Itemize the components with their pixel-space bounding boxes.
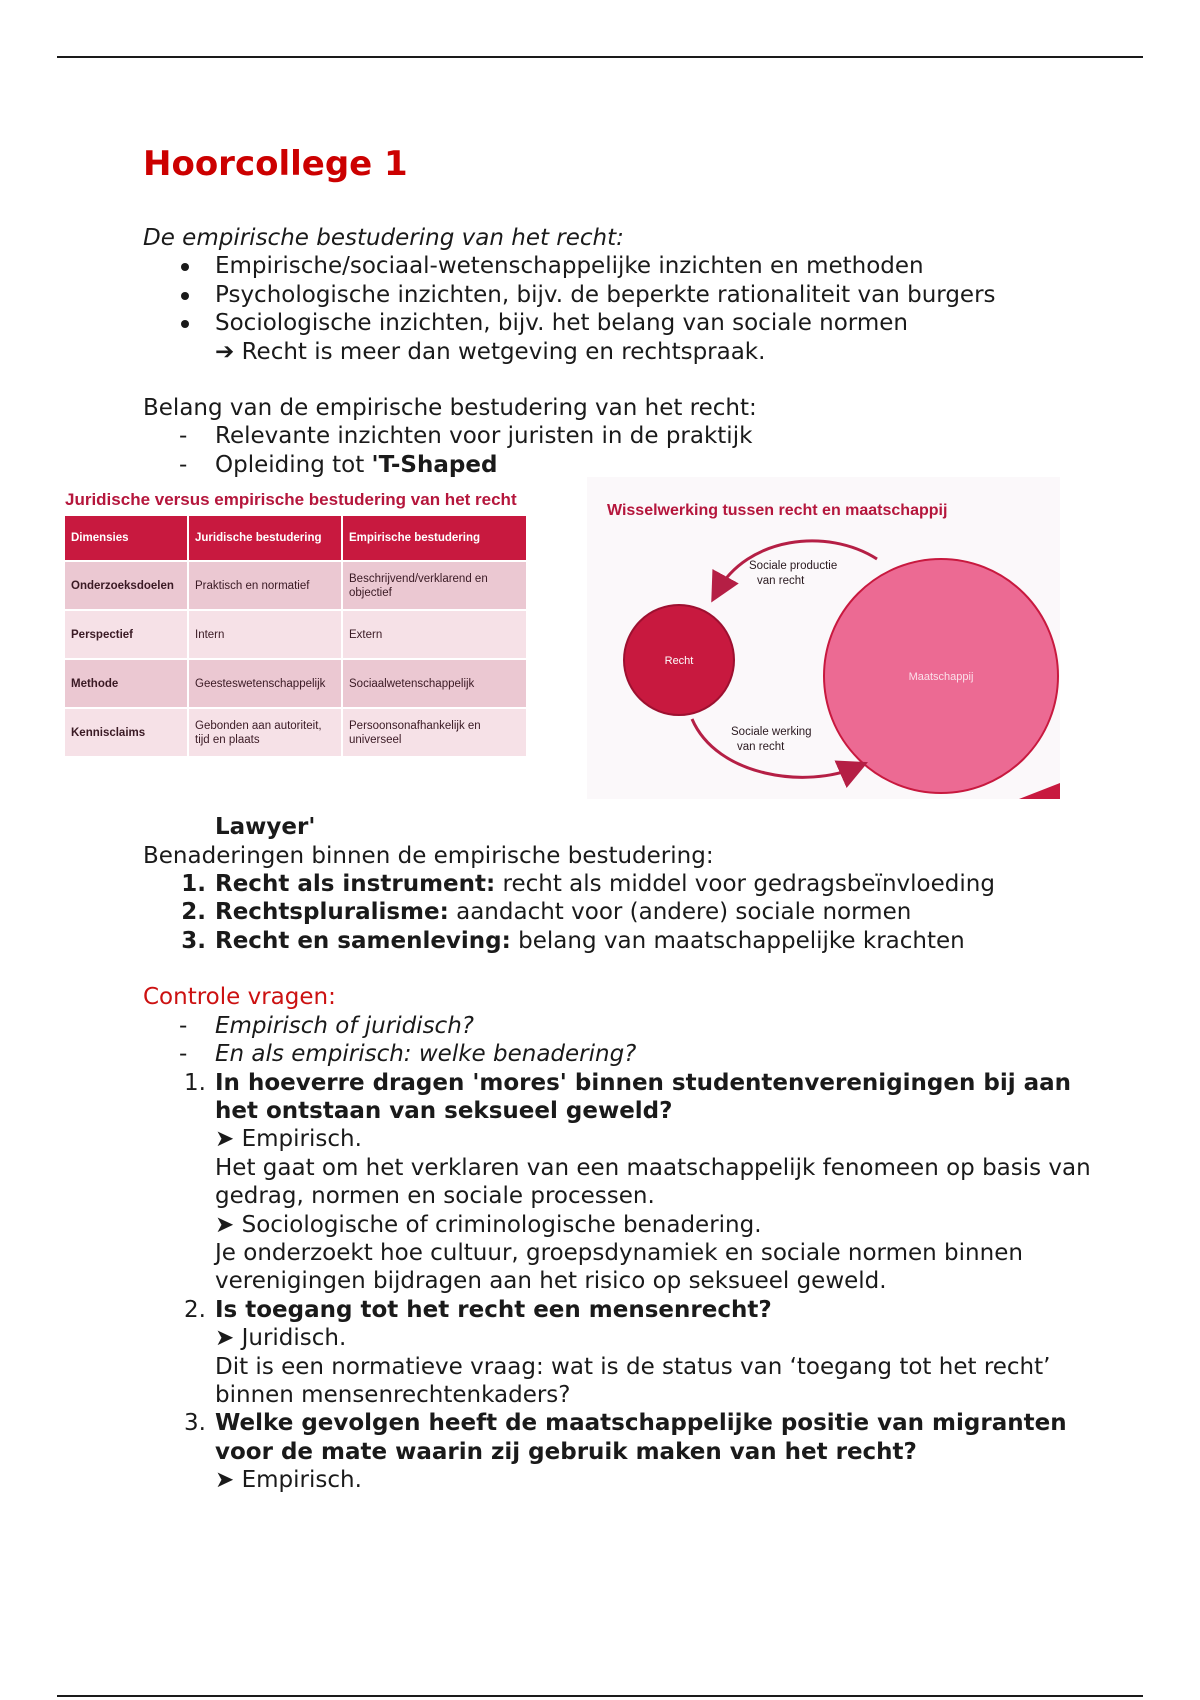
bullet-icon — [143, 281, 215, 309]
list-item: - Relevante inzichten voor juristen in de praktijk — [179, 423, 753, 450]
maatschappij-label: Maatschappij — [908, 671, 974, 684]
table-row — [65, 610, 527, 659]
comparison-table — [65, 516, 528, 756]
question-item: 1. In hoeverre dragen 'mores' binnen studentenverenigingen bij aan het ontstaan van seksueel geweld? ➤ Empirisch. Het gaat om het verklaren van een maatschappelijk fenomeen op basis van gedrag, normen en sociale processen. ➤ Sociologische of criminologische benadering. Je onderzoekt hoe cultuur, groepsdynamiek en sociale normen binnen verenigingen bijdragen aan het risico op seksueel geweld. — [143, 1069, 1103, 1296]
list-item: 2. Rechtspluralisme: aandacht voor (andere) sociale normen — [181, 899, 912, 926]
table-cell: Perspectief — [65, 610, 188, 659]
top-rule — [57, 56, 1143, 58]
page-title: Hoorcollege 1 — [143, 144, 408, 184]
question-text: In hoeverre dragen 'mores' binnen studentenverenigingen bij aan het ontstaan van seksueel geweld? — [215, 1069, 1072, 1124]
recht-label: Recht — [664, 655, 694, 668]
table-row — [65, 708, 527, 756]
list-item: - Empirisch of juridisch? — [179, 1012, 474, 1039]
table-row — [65, 659, 527, 708]
production-label: Sociale productie — [749, 560, 838, 573]
table-cell: Geesteswetenschappelijk — [188, 659, 342, 708]
benaderingen-heading: Benaderingen binnen de empirische bestudering: — [143, 842, 714, 869]
pointer-icon: ➤ — [215, 1126, 235, 1153]
list-item: 3. Recht en samenleving: belang van maatschappelijke krachten — [181, 927, 965, 954]
comparison-table-figure — [65, 489, 530, 789]
table-figure-title: Juridische versus empirische bestudering van het recht — [65, 490, 517, 510]
table-cell: Intern — [188, 610, 342, 659]
table-header: Juridische bestudering — [188, 516, 342, 561]
table-cell: Sociaalwetenschappelijk — [342, 659, 527, 708]
bottom-rule — [57, 1695, 1143, 1697]
table-row — [65, 561, 527, 610]
question-text: Is toegang tot het recht een mensenrecht? — [215, 1296, 772, 1323]
question-item: 3. Welke gevolgen heeft de maatschappelijke positie van migranten voor de mate waarin zij gebruik maken van het recht? ➤ Empirisch. — [143, 1409, 1103, 1494]
list-item: - Opleiding tot 'T-Shaped — [179, 451, 498, 478]
corner-accent — [1019, 783, 1060, 799]
document-body — [65, 138, 1103, 1495]
opleiding-continuation: Lawyer' — [215, 814, 316, 841]
effect-label: Sociale werking — [731, 726, 812, 739]
diagram-title: Wisselwerking tussen recht en maatschappij — [607, 502, 948, 520]
pointer-icon: ➤ — [215, 1211, 235, 1238]
interaction-diagram-figure — [587, 477, 1060, 799]
arrow-right-icon: ➔ — [215, 338, 235, 365]
table-cell: Extern — [342, 610, 527, 659]
bullet-icon — [143, 252, 215, 280]
table-cell: Praktisch en normatief — [188, 561, 342, 610]
table-cell: Onderzoeksdoelen — [65, 561, 188, 610]
table-header: Empirische bestudering — [342, 516, 527, 561]
table-cell: Beschrijvend/verklarend en objectief — [342, 561, 527, 610]
table-cell: Methode — [65, 659, 188, 708]
list-item: Empirische/sociaal-wetenschappelijke inzichten en methoden — [143, 252, 1103, 280]
table-header: Dimensies — [65, 516, 188, 561]
table-cell: Kennisclaims — [65, 708, 188, 756]
effect-label-2: van recht — [737, 741, 785, 754]
table-cell: Persoonsonafhankelijk en universeel — [342, 708, 527, 756]
list-item: - En als empirisch: welke benadering? — [179, 1041, 637, 1068]
pointer-icon: ➤ — [215, 1325, 235, 1352]
question-item: 2. Is toegang tot het recht een mensenrecht? ➤ Juridisch. Dit is een normatieve vraag: wat is de status van ‘toegang tot het recht’ binnen mensenrechtenkaders? — [143, 1296, 1103, 1410]
belang-heading: Belang van de empirische bestudering van het recht: — [143, 395, 757, 422]
controle-heading: Controle vragen: — [143, 984, 336, 1011]
bullet-icon — [143, 309, 215, 337]
table-header-row — [65, 516, 527, 561]
list-item: Sociologische inzichten, bijv. het belang van sociale normen — [143, 309, 1103, 337]
production-label-2: van recht — [757, 575, 805, 588]
figures-row — [65, 481, 1085, 811]
table-cell: Gebonden aan autoriteit, tijd en plaats — [188, 708, 342, 756]
intro-heading: De empirische bestudering van het recht: — [143, 225, 624, 251]
list-item: Psychologische inzichten, bijv. de beperkte rationaliteit van burgers — [143, 281, 1103, 309]
list-item: 1. Recht als instrument: recht als middel voor gedragsbeïnvloeding — [181, 871, 995, 898]
arrow-conclusion: ➔ Recht is meer dan wetgeving en rechtspraak. — [215, 338, 766, 365]
question-text: Welke gevolgen heeft de maatschappelijke positie van migranten voor de mate waarin zij gebruik maken van het recht? — [215, 1410, 1067, 1465]
interaction-diagram — [587, 477, 1060, 799]
pointer-icon: ➤ — [215, 1467, 235, 1494]
